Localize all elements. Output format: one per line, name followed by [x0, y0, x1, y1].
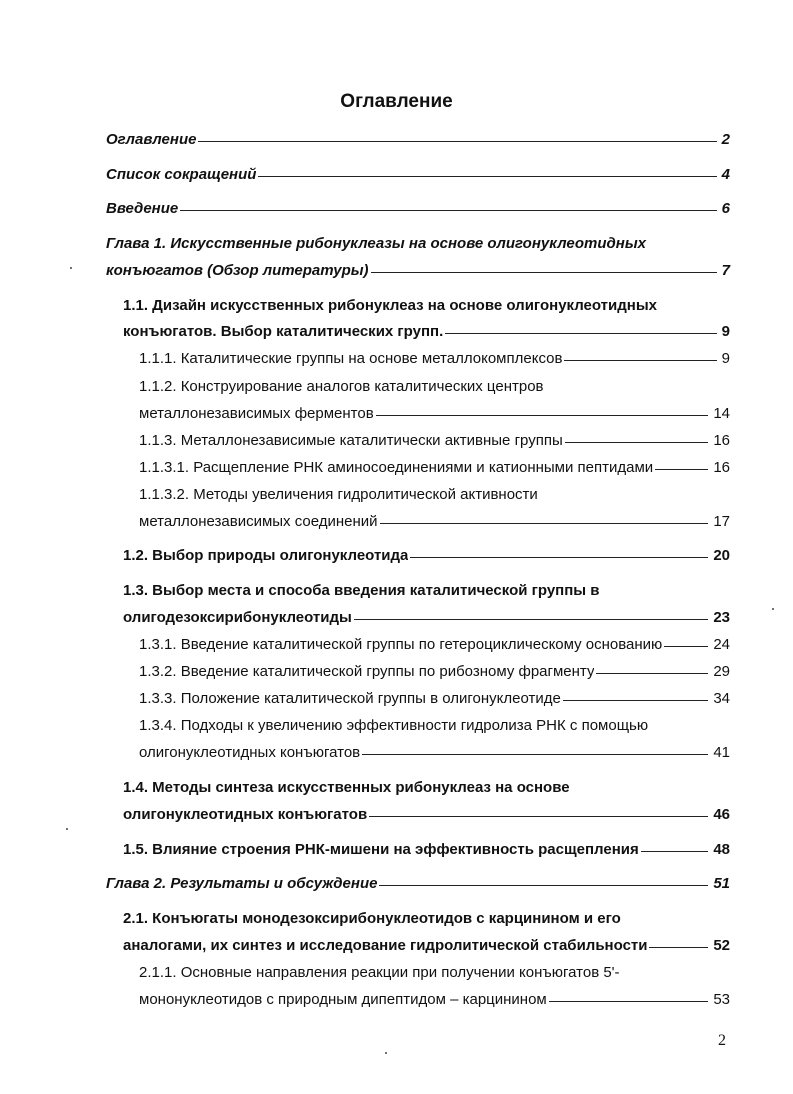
- leader-line: [354, 619, 709, 620]
- toc-entry-page: 29: [713, 663, 730, 680]
- toc-entry-title: Глава 2. Результаты и обсуждение: [106, 875, 378, 892]
- toc-entry-1-3-4[interactable]: [139, 744, 730, 766]
- toc-entry-abbreviations[interactable]: [106, 166, 730, 188]
- leader-line: [563, 700, 709, 701]
- toc-entry-title: 1.5. Влияние строения РНК-мишени на эффективность расщепления: [123, 841, 639, 858]
- toc-entry-page: 2: [721, 131, 730, 148]
- toc-entry-title: металлонезависимых ферментов: [139, 405, 374, 422]
- toc-entry-title: олигонуклеотидных конъюгатов: [123, 806, 368, 823]
- leader-line: [596, 673, 708, 674]
- page-number: 2: [718, 1032, 726, 1049]
- leader-line: [445, 333, 716, 334]
- leader-line: [380, 523, 709, 524]
- toc-entry-title: 1.1.1. Каталитические группы на основе металлокомплексов: [139, 350, 563, 367]
- leader-line: [641, 851, 709, 852]
- toc-entry-1-4-line1: 1.4. Методы синтеза искусственных рибонуклеаз на основе: [123, 779, 570, 796]
- toc-entry-title: 1.3.1. Введение каталитической группы по гетероциклическому основанию: [139, 636, 663, 653]
- leader-line: [655, 469, 708, 470]
- toc-entry-title: аналогами, их синтез и исследование гидролитической стабильности: [123, 937, 648, 954]
- toc-entry-page: 17: [713, 513, 730, 530]
- toc-entry-1-1-1[interactable]: [139, 350, 730, 372]
- toc-entry-page: 48: [713, 841, 730, 858]
- toc-entry-1-5[interactable]: [123, 841, 730, 863]
- toc-entry-1-1-3[interactable]: [139, 432, 730, 454]
- toc-entry-title: 1.3.2. Введение каталитической группы по рибозному фрагменту: [139, 663, 595, 680]
- toc-entry-page: 23: [713, 609, 730, 626]
- toc-entry-page: 9: [721, 323, 730, 340]
- toc-entry-title: мононуклеотидов с природным дипептидом – карцинином: [139, 991, 547, 1008]
- toc-entry-title: конъюгатов. Выбор каталитических групп.: [123, 323, 444, 340]
- leader-line: [549, 1001, 709, 1002]
- toc-entry-1-2[interactable]: [123, 547, 730, 569]
- toc-entry-2-1-1[interactable]: [139, 991, 730, 1013]
- toc-entry-page: 20: [713, 547, 730, 564]
- toc-entry-page: 52: [713, 937, 730, 954]
- leader-line: [379, 885, 708, 886]
- toc-entry-title: Список сокращений: [106, 166, 257, 183]
- toc-entry-title: Оглавление: [106, 131, 197, 148]
- toc-entry-2-1[interactable]: [123, 937, 730, 959]
- toc-entry-title: олигодезоксирибонуклеотиды: [123, 609, 352, 626]
- leader-line: [371, 272, 717, 273]
- toc-entry-1-3-4-line1: 1.3.4. Подходы к увеличению эффективности гидролиза РНК с помощью: [139, 717, 649, 734]
- leader-line: [376, 415, 709, 416]
- scan-speck: [385, 1052, 387, 1054]
- toc-entry-page: 24: [713, 636, 730, 653]
- leader-line: [258, 176, 716, 177]
- toc-entry-1-1-line1: 1.1. Дизайн искусственных рибонуклеаз на основе олигонуклеотидных: [123, 297, 657, 314]
- toc-entry-1-1[interactable]: [123, 323, 730, 345]
- toc-entry-1-3-1[interactable]: [139, 636, 730, 658]
- leader-line: [649, 947, 708, 948]
- toc-entry-1-1-3-1[interactable]: [139, 459, 730, 481]
- toc-entry-1-1-2-line1: 1.1.2. Конструирование аналогов каталитических центров: [139, 378, 544, 395]
- toc-entry-contents[interactable]: [106, 131, 730, 153]
- toc-entry-title: 1.1.3.1. Расщепление РНК аминосоединениями и катионными пептидами: [139, 459, 654, 476]
- toc-entry-title: металлонезависимых соединений: [139, 513, 378, 530]
- leader-line: [369, 816, 708, 817]
- toc-entry-title: 1.1.3. Металлонезависимые каталитически активные группы: [139, 432, 563, 449]
- toc-entry-1-3-3[interactable]: [139, 690, 730, 712]
- toc-entry-page: 9: [721, 350, 730, 367]
- toc-entry-title: конъюгатов (Обзор литературы): [106, 262, 369, 279]
- scan-speck: [772, 608, 774, 610]
- toc-entry-1-3[interactable]: [123, 609, 730, 631]
- toc-entry-page: 4: [721, 166, 730, 183]
- toc-entry-title: олигонуклеотидных конъюгатов: [139, 744, 361, 761]
- toc-entry-chapter1[interactable]: [106, 262, 730, 284]
- toc-entry-page: 46: [713, 806, 730, 823]
- toc-entry-1-4[interactable]: [123, 806, 730, 828]
- scan-speck: [70, 267, 72, 269]
- toc-entry-introduction[interactable]: [106, 200, 730, 222]
- leader-line: [198, 141, 716, 142]
- leader-line: [564, 360, 716, 361]
- toc-entry-page: 6: [721, 200, 730, 217]
- toc-entry-page: 14: [713, 405, 730, 422]
- leader-line: [180, 210, 716, 211]
- toc-entry-1-1-2[interactable]: [139, 405, 730, 427]
- toc-entry-1-3-2[interactable]: [139, 663, 730, 685]
- leader-line: [565, 442, 709, 443]
- toc-entry-chapter1-line1: Глава 1. Искусственные рибонуклеазы на основе олигонуклеотидных: [106, 235, 647, 252]
- toc-entry-1-1-3-2-line1: 1.1.3.2. Методы увеличения гидролитической активности: [139, 486, 538, 503]
- leader-line: [410, 557, 708, 558]
- toc-entry-page: 16: [713, 459, 730, 476]
- toc-entry-title: Введение: [106, 200, 179, 217]
- toc-entry-page: 41: [713, 744, 730, 761]
- toc-entry-1-1-3-2[interactable]: [139, 513, 730, 535]
- toc-entry-page: 7: [721, 262, 730, 279]
- toc-entry-2-1-1-line1: 2.1.1. Основные направления реакции при получении конъюгатов 5'-: [139, 964, 620, 981]
- scan-speck: [66, 828, 68, 830]
- toc-entry-page: 51: [713, 875, 730, 892]
- toc-entry-page: 53: [713, 991, 730, 1008]
- toc-entry-page: 16: [713, 432, 730, 449]
- leader-line: [362, 754, 708, 755]
- toc-entry-1-3-line1: 1.3. Выбор места и способа введения каталитической группы в: [123, 582, 600, 599]
- toc-entry-page: 34: [713, 690, 730, 707]
- toc-entry-title: 1.3.3. Положение каталитической группы в олигонуклеотиде: [139, 690, 561, 707]
- toc-entry-title: 1.2. Выбор природы олигонуклеотида: [123, 547, 409, 564]
- toc-entry-chapter2[interactable]: [106, 875, 730, 897]
- toc-entry-2-1-line1: 2.1. Конъюгаты монодезоксирибонуклеотидов с карцинином и его: [123, 910, 621, 927]
- leader-line: [664, 646, 708, 647]
- page-title: Оглавление: [340, 91, 453, 112]
